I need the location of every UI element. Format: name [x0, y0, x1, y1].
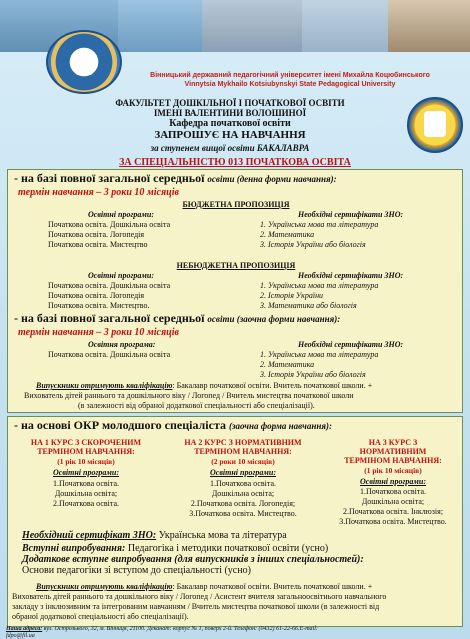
exam-value: Педагогіка і методики початкової освіти (усно)	[127, 543, 329, 554]
exam-label: Вступні випробування:	[22, 543, 126, 554]
address-text: вул. Острозького, 32, м. Вінниця, 21100. Деканат: корпус № 1, поверх 2-й. Телефон: (0432) 61-22-66.E-mail:	[43, 626, 318, 632]
extramural-cert: 3. Історія України або біологія	[260, 370, 366, 379]
course3-heading: НОРМАТИВНИМ	[359, 447, 427, 456]
zno-label: Необхідний сертифікат ЗНО:	[22, 530, 157, 541]
qualification-text: : Бакалавр початкової освіти. Вчитель початкової школи. +	[172, 381, 373, 390]
extramural-cert: 2. Математика	[260, 360, 315, 369]
nonbudget-cert: 3. Математика або біологія	[260, 301, 357, 310]
university-logo	[46, 30, 122, 94]
section1-title-note: освіти (денна форми навчання):	[207, 174, 337, 184]
course1-heading: НА 1 КУРС З СКОРОЧЕНИМ	[30, 438, 142, 447]
course3-term: (1 рік 10 місяців)	[364, 466, 422, 475]
junior-specialist-section	[7, 416, 463, 627]
faculty-title: ФАКУЛЬТЕТ ДОШКІЛЬНОЇ І ПОЧАТКОВОЇ ОСВІТИ	[115, 98, 345, 108]
section1-term-extramural: термін навчання – 3 роки 10 місяців	[18, 327, 179, 338]
footer-address	[6, 626, 318, 632]
course1-programs-label: Освітні програми:	[52, 468, 119, 477]
budget-certs-label: Необхідні сертифікати ЗНО:	[298, 210, 404, 219]
section2-qualification-line: закладу з інклюзивним та інтегрованим навчанням / Вчитель мистецтва початкової школи (в залежності від	[12, 602, 380, 611]
course3-program: 3.Початкова освіта. Мистецтво.	[339, 517, 447, 526]
university-name-ua: Вінницький державний педагогічний університет імені Михайла Коцюбинського	[150, 72, 430, 79]
full-secondary-section	[7, 169, 463, 413]
budget-cert: 1. Українська мова та література	[260, 220, 379, 229]
budget-heading: БЮДЖЕТНА ПРОПОЗИЦІЯ	[182, 200, 290, 209]
course1-heading: ТЕРМІНОМ НАВЧАННЯ:	[37, 447, 135, 456]
budget-programs-label: Освітні програми:	[88, 210, 155, 219]
course2-program: 2.Початкова освіта. Логопедія;	[190, 499, 296, 508]
nonbudget-program: Початкова освіта. Логопедія	[48, 291, 145, 300]
extramural-certs-label: Необхідні сертифікати ЗНО:	[298, 340, 404, 349]
nonbudget-cert: 1. Українська мова та література	[260, 281, 379, 290]
faculty-emblem	[407, 97, 463, 153]
campus-photo	[388, 0, 470, 52]
course1-term: (1 рік 10 місяців)	[57, 457, 115, 466]
logo-year: 1912	[76, 70, 92, 77]
budget-cert: 3. Історія України або біологія	[260, 240, 366, 249]
section1-title-text: - на базі повної загальної середньої	[14, 171, 205, 185]
section1-title-extramural	[14, 311, 340, 326]
zno-value: Українська мова та література	[158, 530, 287, 541]
zno-requirement	[22, 530, 287, 541]
extramural-cert: 1. Українська мова та література	[260, 350, 379, 359]
course3-programs-label: Освітні програми:	[359, 477, 426, 486]
course2-program: 1.Початкова освіта.	[209, 479, 277, 488]
section1-qualification-line: Вихователь дітей раннього та дошкільного віку / Логопед / Вчитель мистецтва початкової школи	[24, 391, 354, 400]
extramural-program: Початкова освіта. Дошкільна освіта	[48, 350, 171, 359]
course3-program: 1.Початкова освіта.	[359, 487, 427, 496]
budget-program: Початкова освіта. Мистецтво	[48, 240, 148, 249]
course3-heading: ТЕРМІНОМ НАВЧАННЯ:	[344, 456, 442, 465]
section2-qualification-line: обраної додаткової спеціальності або спеціалізації).	[12, 612, 189, 621]
university-name-en: Vinnytsia Mykhailo Kotsiubynskyi State Pedagogical University	[184, 81, 396, 88]
department-title: Кафедра початкової освіти	[169, 118, 291, 129]
section1-term: термін навчання – 3 роки 10 місяців	[18, 187, 179, 198]
budget-program: Початкова освіта. Логопедія	[48, 230, 145, 239]
course2-program: 3.Початкова освіта. Мистецтво.	[189, 509, 297, 518]
specialty-title: ЗА СПЕЦІАЛЬНІСТЮ 013 ПОЧАТКОВА ОСВІТА	[119, 157, 351, 168]
campus-photo	[302, 0, 388, 52]
course2-program: Дошкільна освіта;	[211, 489, 275, 498]
budget-program: Початкова освіта. Дошкільна освіта	[48, 220, 171, 229]
section2-qualification-line: Вихователь дітей раннього та дошкільного віку / Логопед / Асистент вчителя загальноосвітнього навчального	[12, 592, 387, 601]
nonbudget-certs-label: Необхідні сертифікати ЗНО:	[298, 271, 404, 280]
faculty-name: ІМЕНІ ВАЛЕНТИНИ ВОЛОШИНОЇ	[153, 108, 307, 118]
qualification-label: Випускники отримують кваліфікацію	[36, 381, 173, 390]
course2-programs-label: Освітні програми:	[209, 468, 276, 477]
section1-qualification-line: (в залежності від обраної додаткової спеціальності або спеціалізації).	[78, 401, 315, 410]
course2-heading: ТЕРМІНОМ НАВЧАННЯ:	[194, 447, 292, 456]
address-label: Наша адреса:	[6, 626, 43, 632]
section2-title-note: (заочна форма навчання):	[228, 421, 333, 431]
campus-photo	[202, 0, 302, 52]
course2-term: (2 роки 10 місяців)	[211, 457, 275, 466]
emblem-book-icon	[424, 111, 446, 137]
footer-email[interactable]: fdpo@fil.ua	[6, 633, 35, 639]
nonbudget-cert: 2. Історія України	[260, 291, 324, 300]
qualification-label: Випускники отримують кваліфікацію	[36, 582, 173, 591]
course1-program: 1.Початкова освіта.	[52, 479, 120, 488]
course3-program: 2.Початкова освіта. Інклюзія;	[342, 507, 444, 516]
budget-cert: 2. Математика	[260, 230, 315, 239]
nonbudget-programs-label: Освітні програми:	[88, 271, 155, 280]
nonbudget-program: Початкова освіта. Дошкільна освіта	[48, 281, 171, 290]
course2-heading: НА 2 КУРС З НОРМАТИВНИМ	[184, 438, 302, 447]
course3-heading: НА 3 КУРС З	[368, 438, 418, 447]
qualification-text: : Бакалавр початкової освіти. Вчитель початкової школи. +	[172, 582, 373, 591]
course1-program: 2.Початкова освіта.	[52, 499, 120, 508]
campus-photo	[118, 0, 202, 52]
invite-title: ЗАПРОШУЄ НА НАВЧАННЯ	[154, 129, 306, 141]
entrance-exam	[22, 543, 328, 554]
section2-title	[14, 418, 332, 433]
course1-program: Дошкільна освіта;	[54, 489, 118, 498]
course3-program: Дошкільна освіта;	[361, 497, 425, 506]
section1-title2-text: - на базі повної загальної середньої	[14, 311, 205, 325]
section1-title2-note: освіти (заочна форми навчання):	[207, 314, 341, 324]
nonbudget-heading: НЕБЮДЖЕТНА ПРОПОЗИЦІЯ	[176, 261, 296, 270]
extra-exam-value: Основи педагогіки зі вступом до спеціальності (усно)	[22, 565, 251, 576]
section1-qualification	[36, 381, 372, 390]
section2-title-text: - на основі ОКР молодшого спеціаліста	[14, 418, 226, 432]
section2-qualification	[36, 582, 372, 591]
degree-title: за ступенем вищої освіти БАКАЛАВРА	[150, 143, 310, 153]
extra-exam-label: Додаткове вступне випробування (для випускників з інших спеціальностей):	[22, 554, 364, 565]
extramural-program-label: Освітня програма:	[88, 340, 156, 349]
section1-title	[14, 171, 337, 186]
nonbudget-program: Початкова освіта. Мистецтво.	[48, 301, 150, 310]
